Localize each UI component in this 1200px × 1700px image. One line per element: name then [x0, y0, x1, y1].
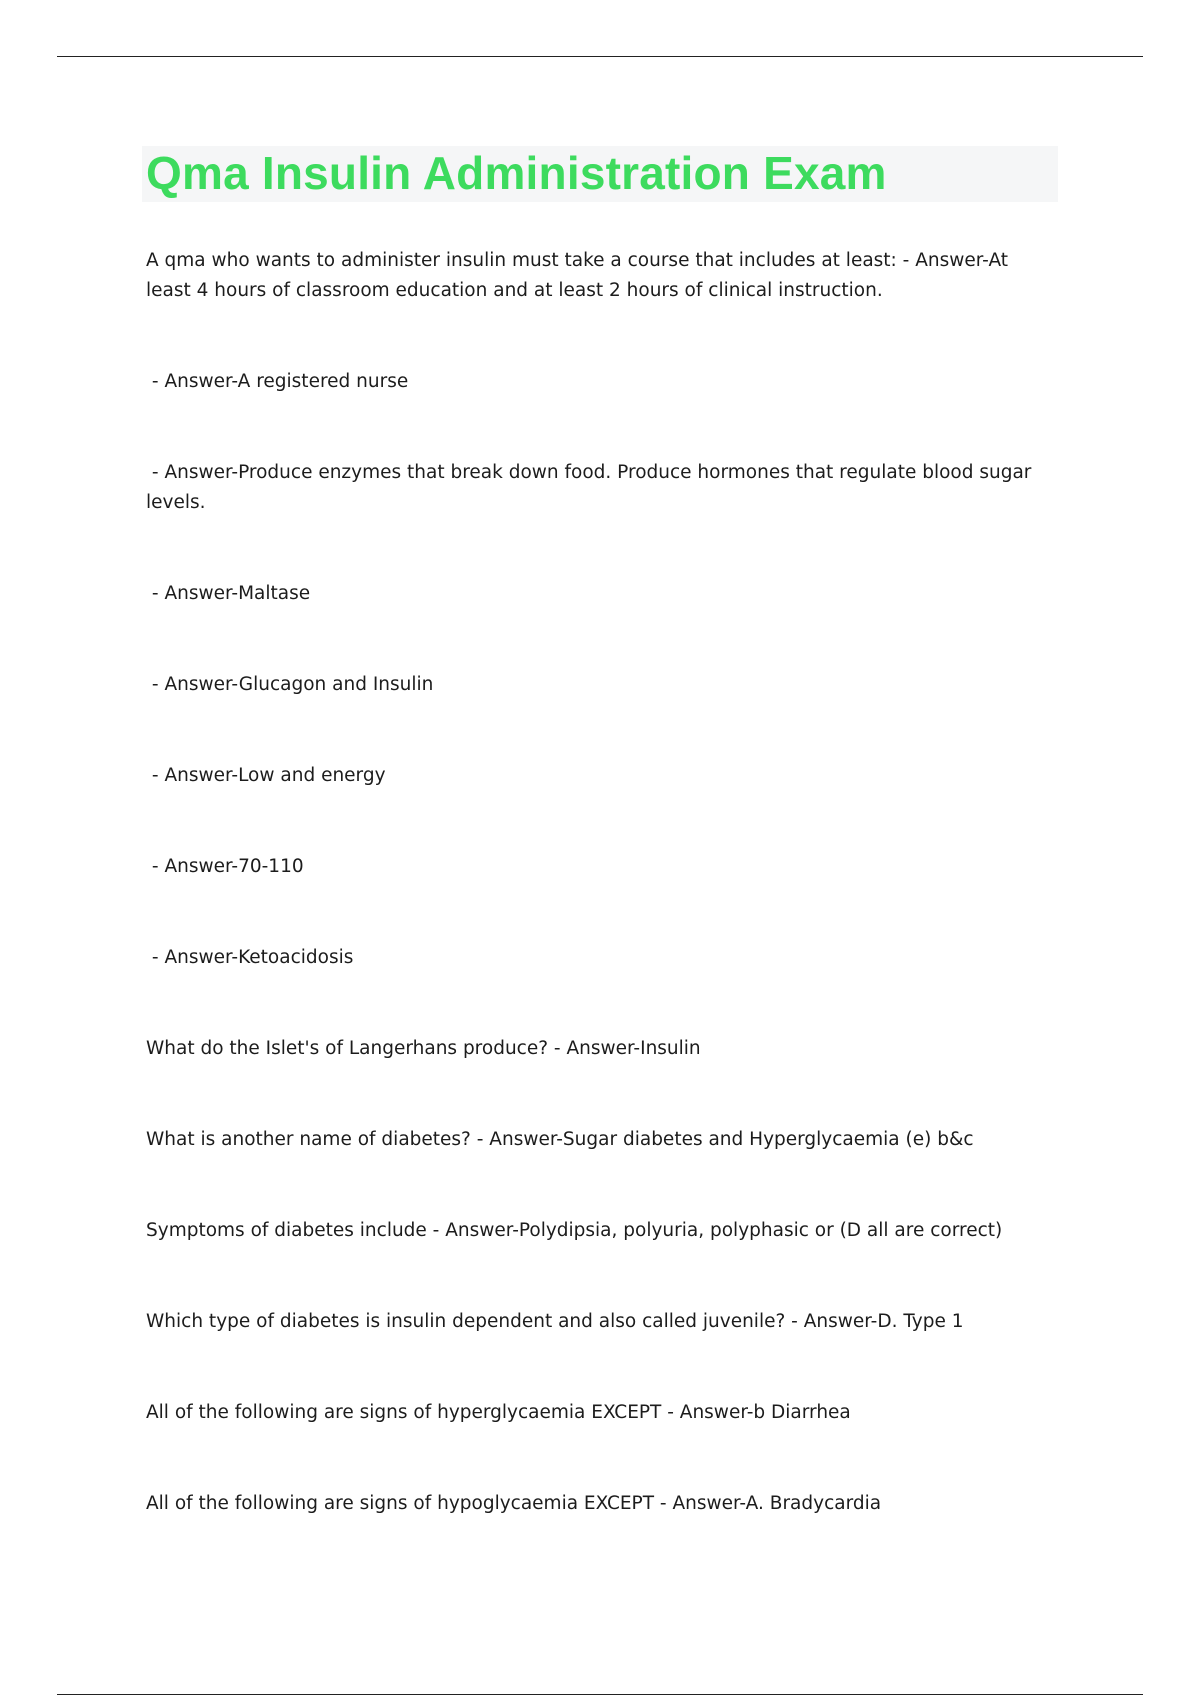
- qa-entry: - Answer-A registered nurse: [146, 371, 409, 392]
- qa-entry: Symptoms of diabetes include - Answer-Polydipsia, polyuria, polyphasic or (D all are correct): [146, 1220, 1003, 1241]
- qa-entry: All of the following are signs of hypoglycaemia EXCEPT - Answer-A. Bradycardia: [146, 1493, 882, 1514]
- qa-entry: - Answer-70-110: [146, 856, 304, 877]
- header-rule: [57, 56, 1143, 57]
- qa-entry: - Answer-Low and energy: [146, 765, 386, 786]
- qa-entry: Which type of diabetes is insulin dependent and also called juvenile? - Answer-D. Type 1: [146, 1311, 964, 1332]
- qa-entry: All of the following are signs of hyperglycaemia EXCEPT - Answer-b Diarrhea: [146, 1402, 851, 1423]
- qa-entry: What is another name of diabetes? - Answer-Sugar diabetes and Hyperglycaemia (e) b&c: [146, 1129, 974, 1150]
- qa-entry: - Answer-Glucagon and Insulin: [146, 674, 434, 695]
- qa-entry: - Answer-Ketoacidosis: [146, 947, 354, 968]
- qa-list: [146, 246, 1046, 1519]
- page-title: Qma Insulin Administration Exam: [146, 147, 887, 199]
- qa-entry: - Answer-Maltase: [146, 583, 311, 604]
- qa-entry: - Answer-Produce enzymes that break down food. Produce hormones that regulate blood sugar levels.: [146, 462, 1038, 513]
- footer-rule: [57, 1694, 1143, 1695]
- qa-entry: A qma who wants to administer insulin must take a course that includes at least: - Answer-At least 4 hours of classroom education and at least 2 hours of clinical instruction.: [146, 250, 1014, 301]
- qa-entry: What do the Islet's of Langerhans produce? - Answer-Insulin: [146, 1038, 701, 1059]
